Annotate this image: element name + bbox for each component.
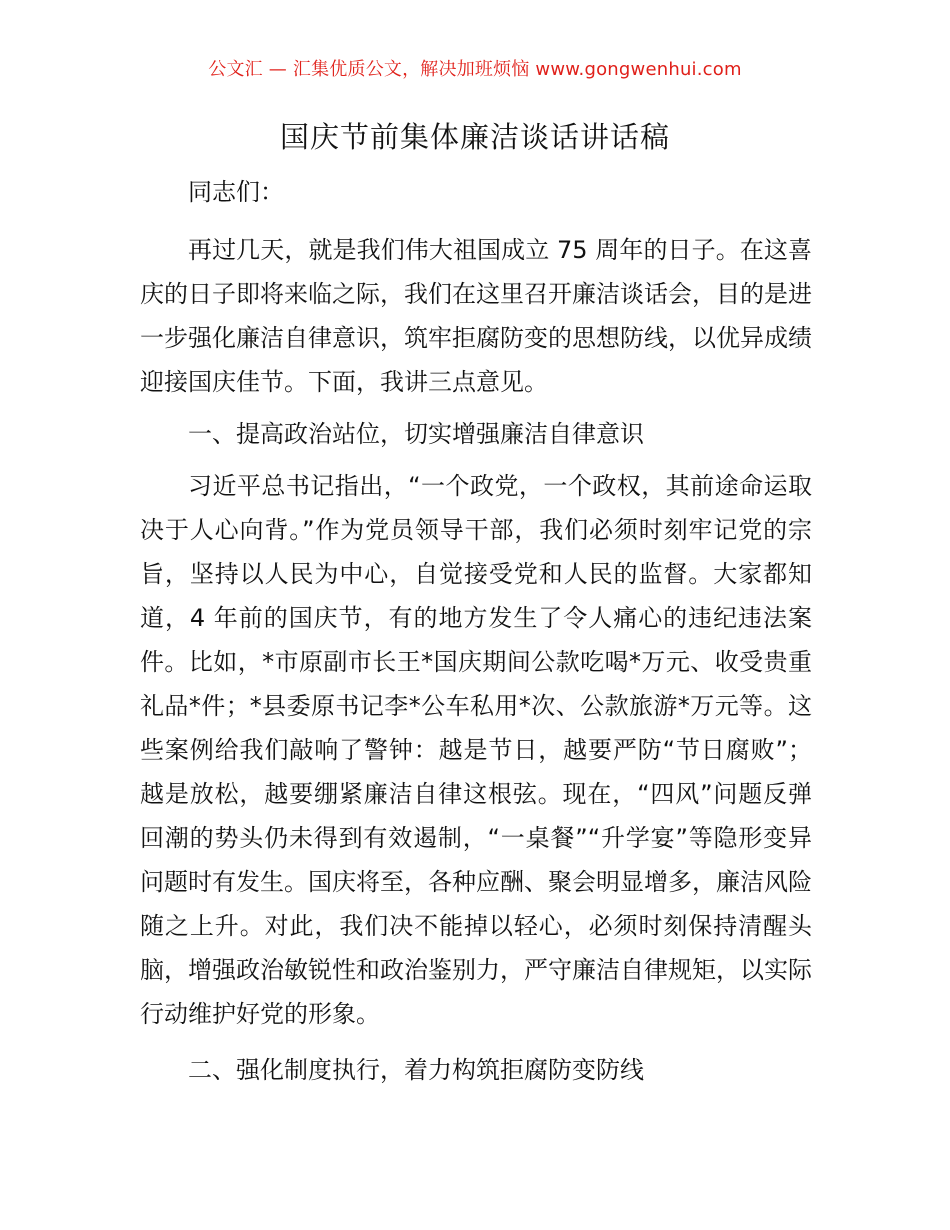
paragraph-intro: 再过几天，就是我们伟大祖国成立 75 周年的日子。在这喜庆的日子即将来临之际，我们在这里召开廉洁谈话会，目的是进一步强化廉洁自律意识，筑牢拒腐防变的思想防线，以优异成绩迎接国庆佳节。下面，我讲三点意见。 — [140, 236, 812, 396]
site-banner: 公文汇 — 汇集优质公文，解决加班烦恼 www.gongwenhui.com — [208, 59, 742, 80]
paragraph-section-1: 习近平总书记指出，“一个政党，一个政权，其前途命运取决于人心向背。”作为党员领导干部，我们必须时刻牢记党的宗旨，坚持以人民为中心，自觉接受党和人民的监督。大家都知道，4 年前的国庆节，有的地方发生了令人痛心的违纪违法案件。比如，*市原副市长王*国庆期间公款吃喝*万元、收受贵重礼品*件；*县委原书记李*公车私用*次、公款旅游*万元等。这些案例给我们敲响了警钟：越是节日，越要严防“节日腐败”；越是放松，越要绷紧廉洁自律这根弦。现在，“四风”问题反弹回潮的势头仍未得到有效遏制，“一桌餐”“升学宴”等隐形变异问题时有发生。国庆将至，各种应酬、聚会明显增多，廉洁风险随之上升。对此，我们决不能掉以轻心，必须时刻保持清醒头脑，增强政治敏锐性和政治鉴别力，严守廉洁自律规矩，以实际行动维护好党的形象。 — [140, 472, 812, 1028]
section-heading-1: 一、提高政治站位，切实增强廉洁自律意识 — [188, 420, 644, 448]
salutation: 同志们： — [188, 178, 284, 206]
section-heading-2: 二、强化制度执行，着力构筑拒腐防变防线 — [188, 1056, 644, 1084]
document-title: 国庆节前集体廉洁谈话讲话稿 — [279, 120, 670, 154]
document-body — [140, 170, 812, 1092]
